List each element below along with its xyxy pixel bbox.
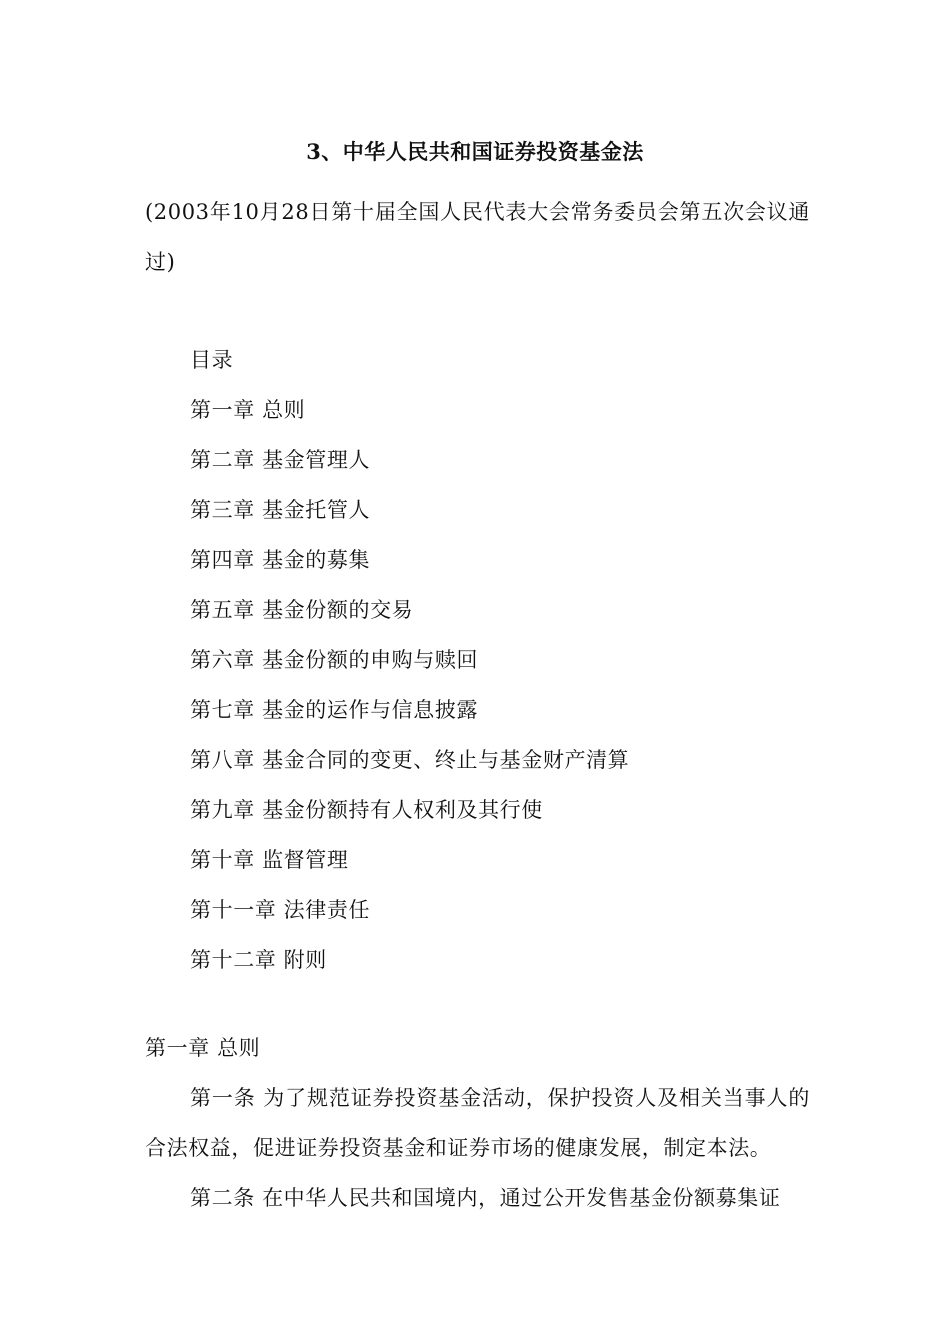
- toc-item-chapter-1: 第一章 总则: [190, 398, 306, 422]
- chapter-body: [145, 1073, 810, 1223]
- toc-item-chapter-2: 第二章 基金管理人: [190, 448, 371, 472]
- table-of-contents: [190, 335, 810, 985]
- toc-item-chapter-3: 第三章 基金托管人: [190, 498, 371, 522]
- chapter-heading: 第一章 总则: [145, 1036, 261, 1060]
- toc-heading: 目录: [190, 348, 234, 372]
- toc-item-chapter-12: 第十二章 附则: [190, 948, 327, 972]
- toc-item-chapter-10: 第十章 监督管理: [190, 848, 349, 872]
- document-subtitle: (2003年10月28日第十届全国人民代表大会常务委员会第五次会议通过): [145, 200, 810, 274]
- document-title: 3、中华人民共和国证券投资基金法: [306, 139, 644, 164]
- article-1-paragraph: 第一条 为了规范证券投资基金活动，保护投资人及相关当事人的合法权益，促进证券投资基金和证券市场的健康发展，制定本法。: [145, 1086, 810, 1160]
- toc-item-chapter-8: 第八章 基金合同的变更、终止与基金财产清算: [190, 748, 630, 772]
- toc-item-chapter-6: 第六章 基金份额的申购与赎回: [190, 648, 479, 672]
- toc-item-chapter-9: 第九章 基金份额持有人权利及其行使: [190, 798, 543, 822]
- article-2-paragraph: 第二条 在中华人民共和国境内，通过公开发售基金份额募集证: [190, 1186, 781, 1210]
- toc-item-chapter-11: 第十一章 法律责任: [190, 898, 371, 922]
- toc-item-chapter-5: 第五章 基金份额的交易: [190, 598, 414, 622]
- toc-item-chapter-4: 第四章 基金的募集: [190, 548, 371, 572]
- toc-item-chapter-7: 第七章 基金的运作与信息披露: [190, 698, 479, 722]
